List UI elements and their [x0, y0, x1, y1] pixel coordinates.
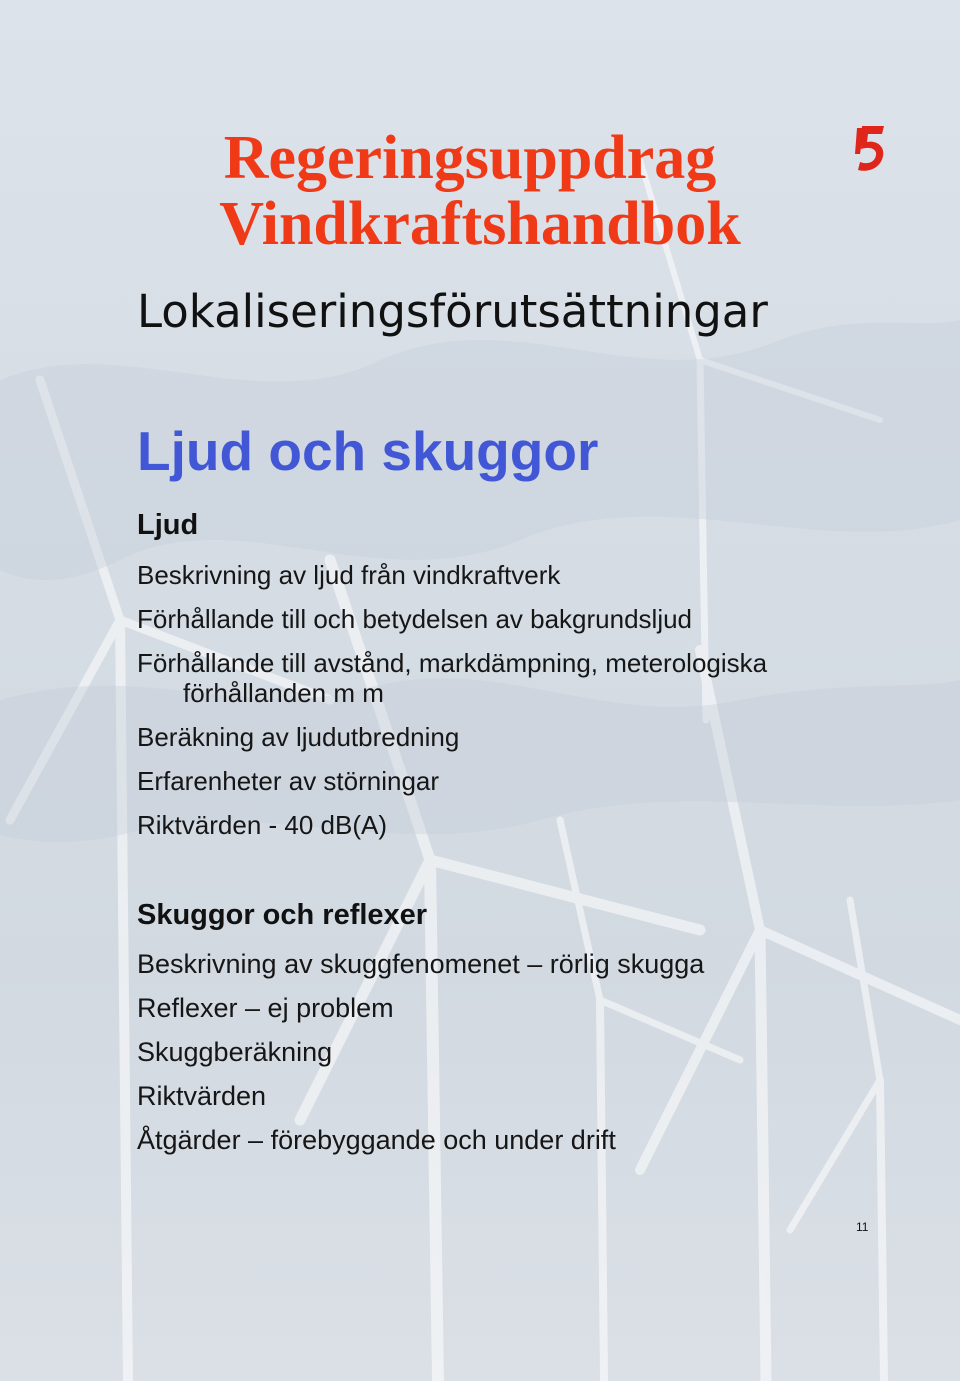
skuggor-item: Åtgärder – förebyggande och under drift	[137, 1125, 616, 1155]
ljud-item: Beskrivning av ljud från vindkraftverk	[137, 560, 561, 590]
skuggor-item: Skuggberäkning	[137, 1037, 333, 1067]
title-line-2: Vindkraftshandbok	[219, 190, 741, 258]
skuggor-item: Riktvärden	[137, 1081, 267, 1111]
skuggor-item: Reflexer – ej problem	[137, 993, 394, 1023]
title-line-1: Regeringsuppdrag	[223, 124, 717, 192]
ljud-item: Förhållande till och betydelsen av bakgrundsljud	[137, 604, 693, 634]
subtitle: Lokaliseringsförutsättningar	[137, 285, 768, 338]
ljud-heading: Ljud	[137, 509, 199, 541]
ljud-item: Riktvärden - 40 dB(A)	[137, 810, 387, 840]
ljud-item: Beräkning av ljudutbredning	[137, 722, 460, 752]
ljud-item	[137, 648, 767, 708]
ljud-item-line-1: Förhållande till avstånd, markdämpning, meterologiska	[137, 648, 768, 678]
skuggor-heading: Skuggor och reflexer	[137, 899, 428, 931]
skuggor-item: Beskrivning av skuggfenomenet – rörlig skugga	[137, 949, 705, 979]
ljud-item-line-2: förhållanden m m	[183, 678, 384, 708]
section-title: Ljud och skuggor	[137, 420, 599, 482]
page-number: 11	[856, 1220, 869, 1234]
ljud-item: Erfarenheter av störningar	[137, 766, 440, 796]
